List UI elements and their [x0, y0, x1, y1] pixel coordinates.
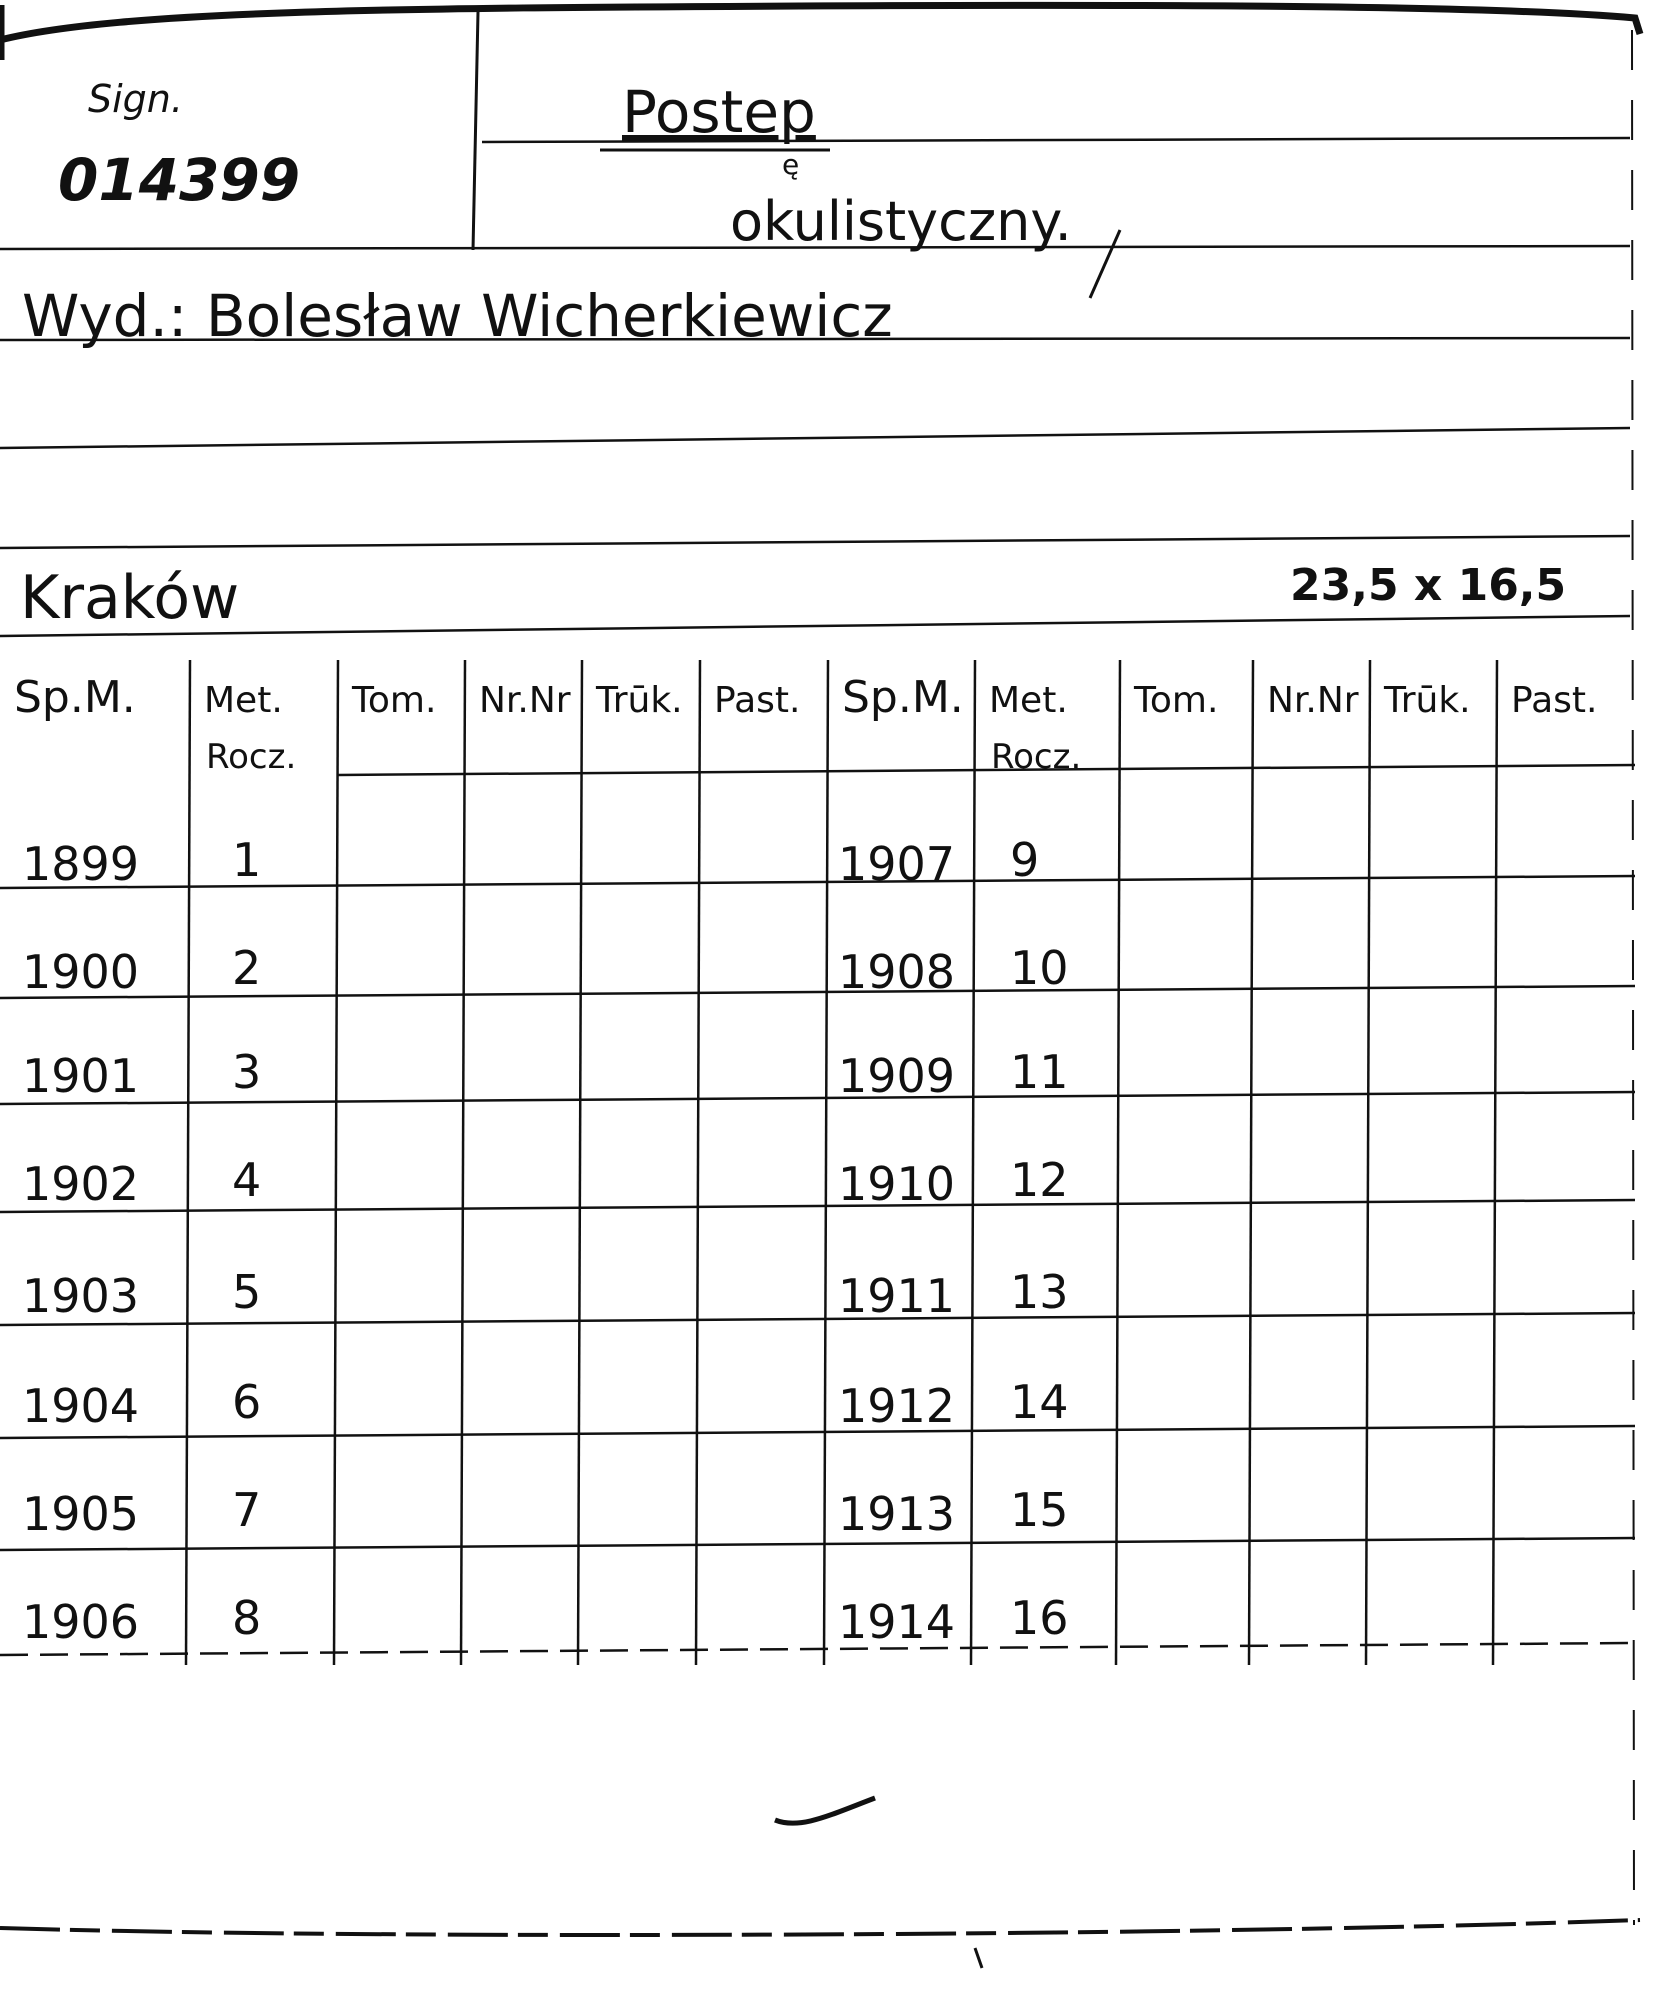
- rocz-cell-left: 4: [232, 1153, 262, 1207]
- year-cell-left: 1905: [22, 1487, 140, 1541]
- title-line1: Postep: [622, 78, 816, 146]
- column-header: Trūk.: [596, 680, 683, 721]
- rocz-cell-right: 10: [1010, 941, 1069, 995]
- rocz-cell-right: 15: [1010, 1483, 1069, 1537]
- rocz-cell-right: 13: [1010, 1265, 1069, 1319]
- year-cell-right: 1911: [838, 1269, 956, 1323]
- rocz-cell-right: 11: [1010, 1045, 1069, 1099]
- column-line: [1366, 660, 1370, 1665]
- rocz-cell-left: 1: [232, 833, 262, 887]
- year-cell-left: 1903: [22, 1269, 140, 1323]
- column-line: [696, 660, 700, 1665]
- rocz-cell-left: 7: [232, 1483, 262, 1537]
- column-header: Sp.M.: [842, 672, 964, 723]
- rocz-cell-right: 12: [1010, 1153, 1069, 1207]
- column-line: [1116, 660, 1120, 1665]
- column-header: Met.: [989, 680, 1068, 721]
- rocz-cell-left: 2: [232, 941, 262, 995]
- column-line: [1249, 660, 1253, 1665]
- year-cell-left: 1900: [22, 945, 140, 999]
- column-header-line2: Rocz.: [991, 737, 1082, 777]
- column-header: Tom.: [352, 680, 437, 721]
- format: 23,5 x 16,5: [1290, 560, 1567, 611]
- column-line: [578, 660, 582, 1665]
- year-cell-left: 1901: [22, 1049, 140, 1103]
- stray-mark: [775, 1798, 875, 1823]
- year-cell-right: 1912: [838, 1379, 956, 1433]
- publisher: Wyd.: Bolesław Wicherkiewicz: [22, 282, 893, 350]
- year-cell-left: 1906: [22, 1595, 140, 1649]
- year-cell-right: 1909: [838, 1049, 956, 1103]
- title-line2: okulistyczny.: [730, 190, 1072, 253]
- year-cell-right: 1914: [838, 1595, 956, 1649]
- column-header: Past.: [714, 680, 801, 721]
- holdings-table-cells: [22, 833, 1069, 1649]
- column-line: [1493, 660, 1497, 1665]
- column-header-line2: Rocz.: [206, 737, 297, 777]
- year-cell-right: 1910: [838, 1157, 956, 1211]
- signature-label: Sign.: [88, 77, 183, 121]
- place: Kraków: [20, 563, 240, 633]
- title-flourish: [1090, 230, 1120, 298]
- year-cell-right: 1908: [838, 945, 956, 999]
- rocz-cell-right: 16: [1010, 1591, 1069, 1645]
- year-cell-left: 1904: [22, 1379, 140, 1433]
- column-header: Past.: [1511, 680, 1598, 721]
- year-cell-right: 1913: [838, 1487, 956, 1541]
- column-line: [971, 660, 975, 1665]
- header-separator: [338, 765, 1635, 775]
- column-header: Met.: [204, 680, 283, 721]
- rocz-cell-right: 14: [1010, 1375, 1069, 1429]
- column-header: Tom.: [1134, 680, 1219, 721]
- column-header: Nr.Nr: [1267, 680, 1359, 721]
- stray-tick: [975, 1948, 982, 1968]
- column-line: [186, 660, 190, 1665]
- title-correction-mark: ę: [782, 148, 800, 181]
- header-divider: [473, 12, 478, 250]
- year-cell-right: 1907: [838, 837, 956, 891]
- rocz-cell-left: 8: [232, 1591, 262, 1645]
- signature-value: 014399: [58, 146, 301, 214]
- row-line: [0, 1538, 1635, 1550]
- rocz-cell-left: 3: [232, 1045, 262, 1099]
- year-cell-left: 1902: [22, 1157, 140, 1211]
- column-line: [824, 660, 828, 1665]
- column-header: Trūk.: [1384, 680, 1471, 721]
- column-line: [461, 660, 465, 1665]
- holdings-table-headers: [14, 672, 1597, 777]
- rocz-cell-left: 6: [232, 1375, 262, 1429]
- column-header: Nr.Nr: [479, 680, 571, 721]
- column-line: [334, 660, 338, 1665]
- column-header: Sp.M.: [14, 672, 136, 723]
- rocz-cell-left: 5: [232, 1265, 262, 1319]
- year-cell-left: 1899: [22, 837, 140, 891]
- rocz-cell-right: 9: [1010, 833, 1040, 887]
